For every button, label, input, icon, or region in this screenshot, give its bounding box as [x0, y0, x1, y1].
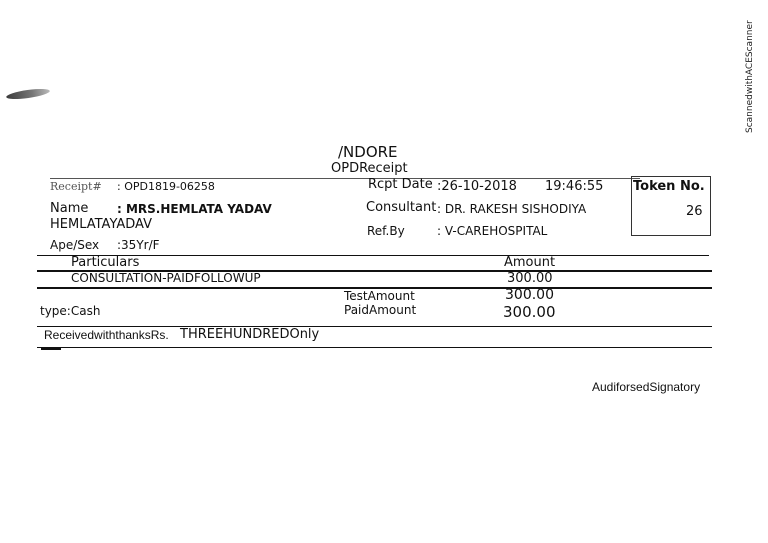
age-sex-label: Ape/Sex [50, 238, 100, 252]
name-label: Name [50, 201, 89, 216]
patient-name-line: HEMLATAYADAV [50, 217, 153, 232]
paid-amount-label: PaidAmount [344, 303, 417, 317]
test-amount-value: 300.00 [505, 287, 554, 303]
received-label: ReceivedwiththanksRs. [44, 328, 169, 342]
city-heading: /NDORE [338, 143, 398, 161]
item-particulars: CONSULTATION-PAIDFOLLOWUP [71, 271, 261, 285]
age-sex-value: :35Yr/F [117, 238, 160, 252]
col-amount: Amount [504, 255, 556, 270]
ref-by-label: Ref.By [367, 224, 405, 238]
authorised-signatory: AudiforsedSignatory [592, 380, 701, 394]
test-amount-label: TestAmount [344, 289, 415, 303]
footer-rule [37, 347, 712, 348]
consultant-label: Consultant [366, 200, 437, 215]
scanner-watermark: ScannedwithACEScanner [745, 20, 755, 133]
item-amount: 300.00 [507, 271, 553, 286]
receipt-no-label: Receipt# [50, 180, 102, 193]
col-particulars: Particulars [71, 255, 140, 270]
receipt-no-value: : OPD1819-06258 [117, 180, 215, 193]
ref-by-value: : V-CAREHOSPITAL [437, 224, 548, 238]
scan-smudge [6, 87, 51, 101]
paid-amount-value: 300.00 [503, 303, 556, 321]
totals-rule [37, 326, 712, 327]
consultant-value: : DR. RAKESH SISHODIYA [437, 202, 587, 216]
amount-in-words: THREEHUNDREDOnly [180, 327, 320, 342]
rcpt-date-label: Rcpt Date [368, 177, 433, 192]
receipt-title: OPDReceipt [331, 161, 408, 176]
token-label: Token No. [633, 179, 705, 194]
rcpt-date-value: :26-10-2018 [437, 179, 517, 194]
rcpt-time-value: 19:46:55 [545, 179, 604, 194]
payment-type: type:Cash [40, 304, 101, 318]
footer-mark [41, 348, 61, 350]
token-number: 26 [686, 204, 703, 219]
name-value: : MRS.HEMLATA YADAV [117, 202, 272, 216]
